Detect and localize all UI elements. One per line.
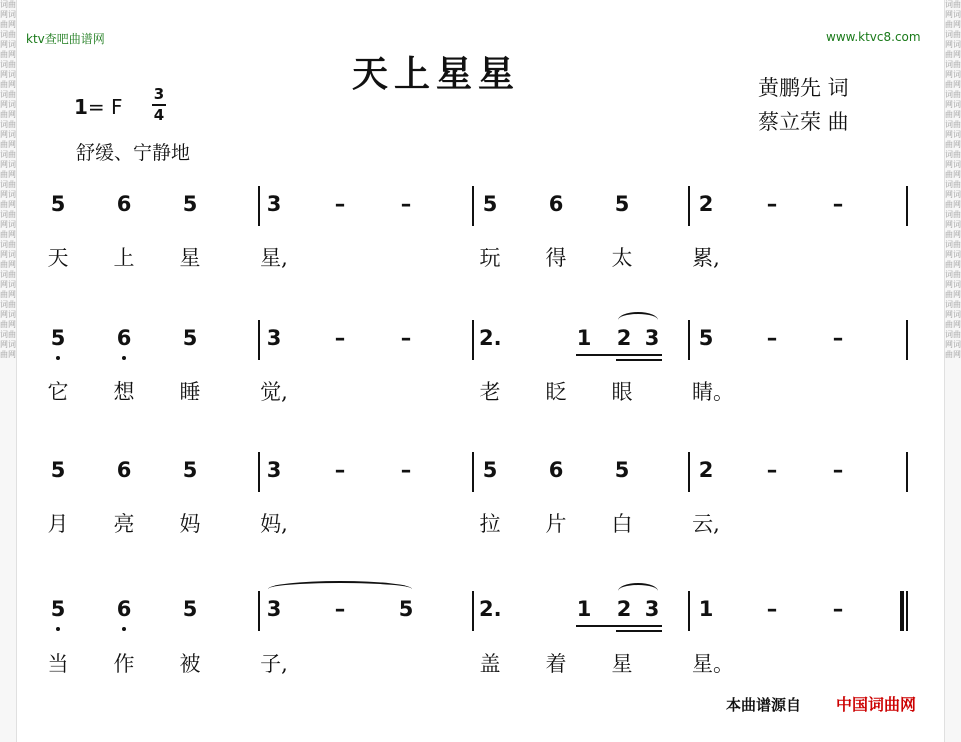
barline	[906, 591, 908, 631]
lyric-char: 当	[47, 652, 69, 676]
octave-dot	[56, 356, 60, 360]
lyric-char: 拉	[479, 512, 501, 536]
note: 5	[182, 458, 198, 482]
footer-source-site: 中国词曲网	[836, 695, 917, 714]
note: 5	[482, 458, 498, 482]
note: –	[832, 458, 844, 482]
lyric-char: 老	[479, 380, 501, 404]
note: 5	[182, 326, 198, 350]
note: 3	[266, 458, 282, 482]
slur	[618, 583, 658, 599]
note: 6	[548, 192, 564, 216]
note: 5	[614, 192, 630, 216]
note: 2	[698, 458, 714, 482]
barline	[258, 591, 260, 631]
beam-line	[576, 354, 662, 356]
lyric-char: 睡	[179, 380, 201, 404]
lyric-char: 眨	[545, 380, 567, 404]
lyric-char: 觉,	[260, 380, 288, 404]
lyric-char: 片	[545, 512, 567, 536]
note: –	[400, 458, 412, 482]
lyric-char: 白	[611, 512, 633, 536]
note: 3	[266, 597, 282, 621]
footer-source-label: 本曲谱源自	[726, 696, 802, 714]
barline	[688, 452, 690, 492]
note: –	[400, 326, 412, 350]
song-title: 天上星星	[352, 53, 521, 95]
note: –	[334, 458, 346, 482]
note: 5	[182, 597, 198, 621]
key-letter: F	[111, 95, 123, 119]
lyric-char: 眼	[611, 380, 633, 404]
lyric-char: 睛。	[692, 380, 734, 404]
lyric-char: 累,	[692, 246, 720, 270]
lyric-char: 亮	[113, 512, 135, 536]
source-watermark-left: ktv查吧曲谱网	[26, 32, 105, 46]
octave-dot	[122, 356, 126, 360]
lyric-char: 它	[47, 380, 69, 404]
time-sig-top: 3	[153, 85, 165, 103]
barline	[472, 591, 474, 631]
lyric-char: 着	[545, 652, 567, 676]
note: 5	[698, 326, 714, 350]
barline	[258, 186, 260, 226]
beam-line	[576, 625, 662, 627]
composer-credit: 蔡立荣 曲	[758, 110, 849, 134]
note: –	[334, 192, 346, 216]
lyric-char: 天	[47, 246, 69, 270]
lyric-char: 子,	[260, 652, 288, 676]
lyric-char: 星。	[692, 652, 734, 676]
note: –	[766, 458, 778, 482]
note: –	[766, 326, 778, 350]
tempo-marking: 舒缓、宁静地	[76, 142, 191, 164]
beam-line-double	[616, 630, 662, 632]
note: 2	[698, 192, 714, 216]
barline	[258, 452, 260, 492]
note: –	[766, 192, 778, 216]
note: 6	[116, 192, 132, 216]
lyric-char: 云,	[692, 512, 720, 536]
barline	[906, 320, 908, 360]
barline	[906, 452, 908, 492]
final-barline-thick	[900, 591, 904, 631]
note: 5	[50, 458, 66, 482]
right-watermark-strip: 词曲网词曲网词曲网词曲网词曲网词曲网词曲网词曲网词曲网词曲网词曲网词曲网词曲网词曲网词曲网词曲网词曲网词曲网词曲网词曲网词曲网词曲网词曲网词曲网	[944, 0, 961, 742]
note: –	[766, 597, 778, 621]
lyric-char: 妈	[179, 512, 201, 536]
lyric-char: 玩	[479, 246, 501, 270]
lyric-char: 星	[179, 246, 201, 270]
note: 3	[644, 326, 660, 350]
note: 5	[614, 458, 630, 482]
barline	[472, 320, 474, 360]
lyric-char: 星,	[260, 246, 288, 270]
note: 1	[698, 597, 714, 621]
note: –	[334, 597, 346, 621]
note: 5	[482, 192, 498, 216]
note: 1	[576, 326, 592, 350]
note: 5	[398, 597, 414, 621]
note: 6	[116, 597, 132, 621]
note: 2	[616, 597, 632, 621]
lyric-char: 星	[611, 652, 633, 676]
note: 2.	[479, 597, 502, 621]
key-equals: =	[87, 95, 105, 119]
note: –	[334, 326, 346, 350]
note: 5	[50, 192, 66, 216]
beam-line-double	[616, 359, 662, 361]
lyric-char: 上	[113, 246, 135, 270]
octave-dot	[122, 627, 126, 631]
source-watermark-right: www.ktvc8.com	[826, 30, 921, 44]
lyric-char: 太	[611, 246, 633, 270]
barline	[906, 186, 908, 226]
barline	[688, 186, 690, 226]
left-watermark-strip: 词曲网词曲网词曲网词曲网词曲网词曲网词曲网词曲网词曲网词曲网词曲网词曲网词曲网词曲网词曲网词曲网词曲网词曲网词曲网词曲网词曲网词曲网词曲网词曲网	[0, 0, 17, 742]
note: –	[832, 192, 844, 216]
note: 5	[50, 597, 66, 621]
note: 3	[266, 326, 282, 350]
key-number: 1	[74, 95, 88, 119]
note: 6	[548, 458, 564, 482]
note: 3	[644, 597, 660, 621]
lyric-char: 得	[545, 246, 567, 270]
lyric-char: 盖	[479, 652, 501, 676]
barline	[472, 186, 474, 226]
lyric-char: 被	[179, 652, 201, 676]
octave-dot	[56, 627, 60, 631]
tie	[268, 581, 412, 597]
note: 1	[576, 597, 592, 621]
time-sig-bottom: 4	[153, 106, 165, 124]
note: 5	[182, 192, 198, 216]
note: 2	[616, 326, 632, 350]
slur	[618, 312, 658, 328]
note: –	[832, 597, 844, 621]
lyric-char: 作	[113, 652, 135, 676]
barline	[258, 320, 260, 360]
note: –	[832, 326, 844, 350]
barline	[688, 320, 690, 360]
note: 5	[50, 326, 66, 350]
time-signature	[152, 86, 166, 124]
lyric-char: 想	[113, 380, 135, 404]
lyric-char: 月	[47, 512, 69, 536]
note: 6	[116, 458, 132, 482]
barline	[688, 591, 690, 631]
lyricist-credit: 黄鹏先 词	[758, 76, 849, 100]
note: 2.	[479, 326, 502, 350]
note: 3	[266, 192, 282, 216]
lyric-char: 妈,	[260, 512, 288, 536]
key-signature	[74, 95, 123, 119]
barline	[472, 452, 474, 492]
note: 6	[116, 326, 132, 350]
note: –	[400, 192, 412, 216]
